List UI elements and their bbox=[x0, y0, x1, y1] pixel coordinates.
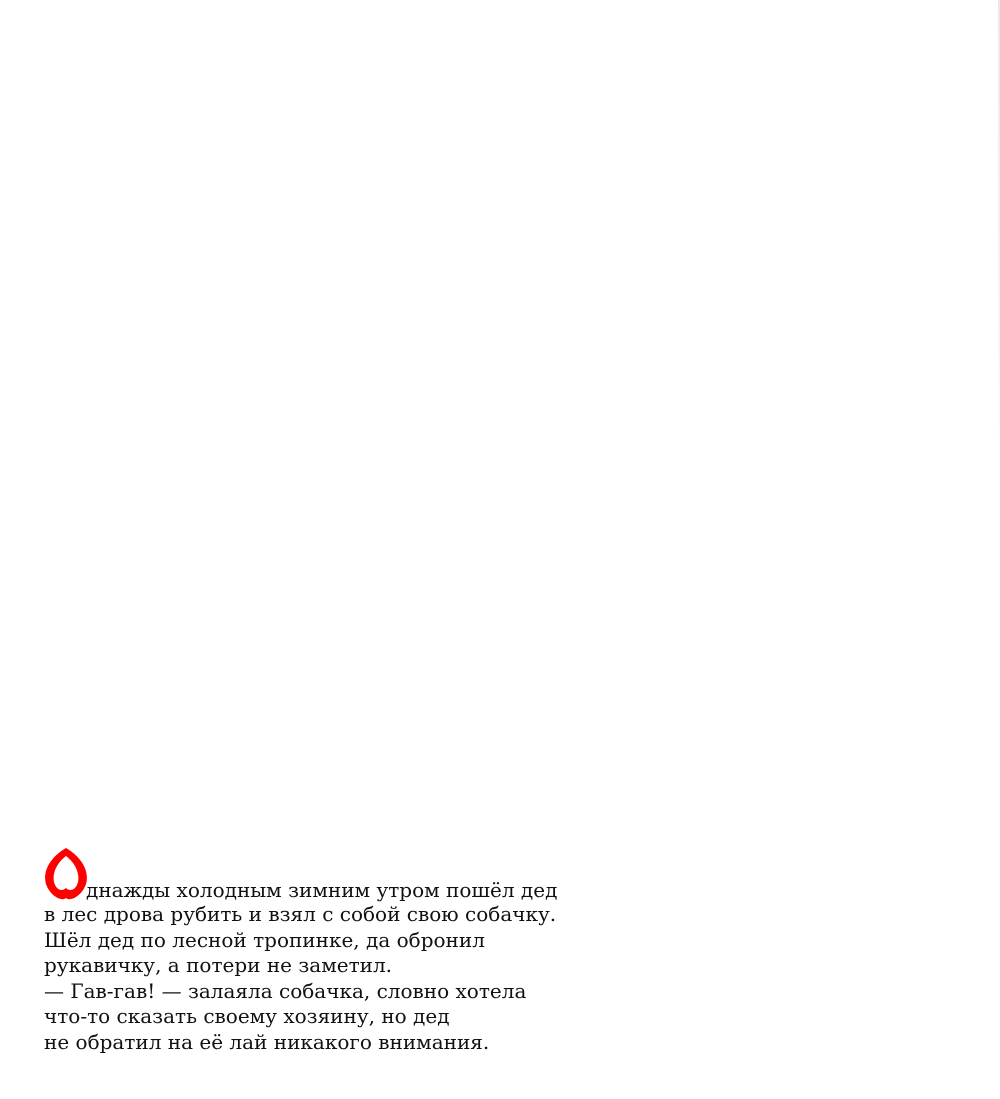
story-line-5: — Гав-гав! — залаяла собачка, словно хотела bbox=[44, 978, 527, 1003]
story-line-1: днажды холодным зимним утром пошёл дед bbox=[86, 878, 558, 902]
story-first-line bbox=[44, 844, 604, 902]
story-lines bbox=[44, 902, 604, 1055]
story-line-2: в лес дрова рубить и взял с собой свою собачку. bbox=[44, 902, 557, 926]
story-line-6: что-то сказать своему хозяину, но дед bbox=[44, 1004, 450, 1028]
dropcap-shape bbox=[45, 848, 87, 899]
story-line-7: не обратил на её лай никакого внимания. bbox=[44, 1029, 490, 1054]
story-line-4: рукавичку, а потери не заметил. bbox=[44, 953, 393, 977]
story-line-3: Шёл дед по лесной тропинке, да обронил bbox=[44, 927, 485, 952]
dropcap-letter-o bbox=[44, 846, 88, 900]
story-text bbox=[44, 844, 604, 1055]
